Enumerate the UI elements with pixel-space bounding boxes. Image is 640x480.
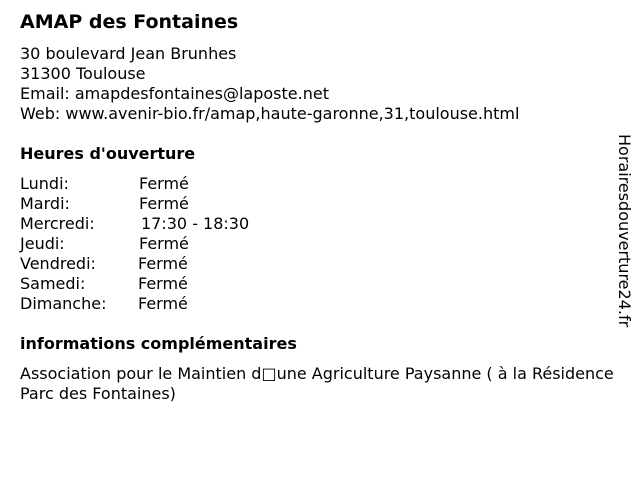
hours-value: Fermé (139, 194, 189, 213)
hours-day: Mardi: (20, 194, 70, 213)
hours-day: Vendredi: (20, 254, 96, 273)
web-label: Web: (20, 104, 61, 123)
email-line (20, 84, 519, 104)
hours-row-friday (20, 254, 249, 274)
hours-value: Fermé (138, 254, 188, 273)
email-label: Email: (20, 84, 70, 103)
hours-value: 17:30 - 18:30 (141, 214, 250, 233)
hours-value: Fermé (138, 294, 188, 313)
hours-day: Lundi: (20, 174, 69, 193)
hours-row-monday (20, 174, 249, 194)
hours-row-saturday (20, 274, 249, 294)
info-heading: informations complémentaires (20, 334, 297, 353)
hours-value: Fermé (139, 174, 189, 193)
hours-day: Jeudi: (20, 234, 65, 253)
vertical-site-watermark: Horairesdouverture24.fr (615, 134, 634, 328)
hours-row-sunday (20, 294, 249, 314)
hours-row-wednesday (20, 214, 249, 234)
hours-heading: Heures d'ouverture (20, 144, 196, 163)
address-city: 31300 Toulouse (20, 64, 146, 83)
business-name: AMAP des Fontaines (20, 11, 239, 33)
web-line (20, 104, 519, 124)
hours-value: Fermé (138, 274, 188, 293)
hours-row-thursday (20, 234, 249, 254)
address-street: 30 boulevard Jean Brunhes (20, 44, 237, 63)
hours-day: Mercredi: (20, 214, 95, 233)
email-address: amapdesfontaines@laposte.net (74, 84, 329, 103)
web-address: www.avenir-bio.fr/amap,haute-garonne,31,toulouse.html (65, 104, 520, 123)
hours-row-tuesday (20, 194, 249, 214)
hours-day: Samedi: (20, 274, 86, 293)
hours-day: Dimanche: (20, 294, 107, 313)
hours-value: Fermé (139, 234, 189, 253)
contact-block (20, 44, 519, 124)
opening-hours-list (20, 174, 249, 314)
info-description: Association pour le Maintien d□une Agriculture Paysanne ( à la Résidence Parc des Fontaines) (20, 364, 614, 403)
